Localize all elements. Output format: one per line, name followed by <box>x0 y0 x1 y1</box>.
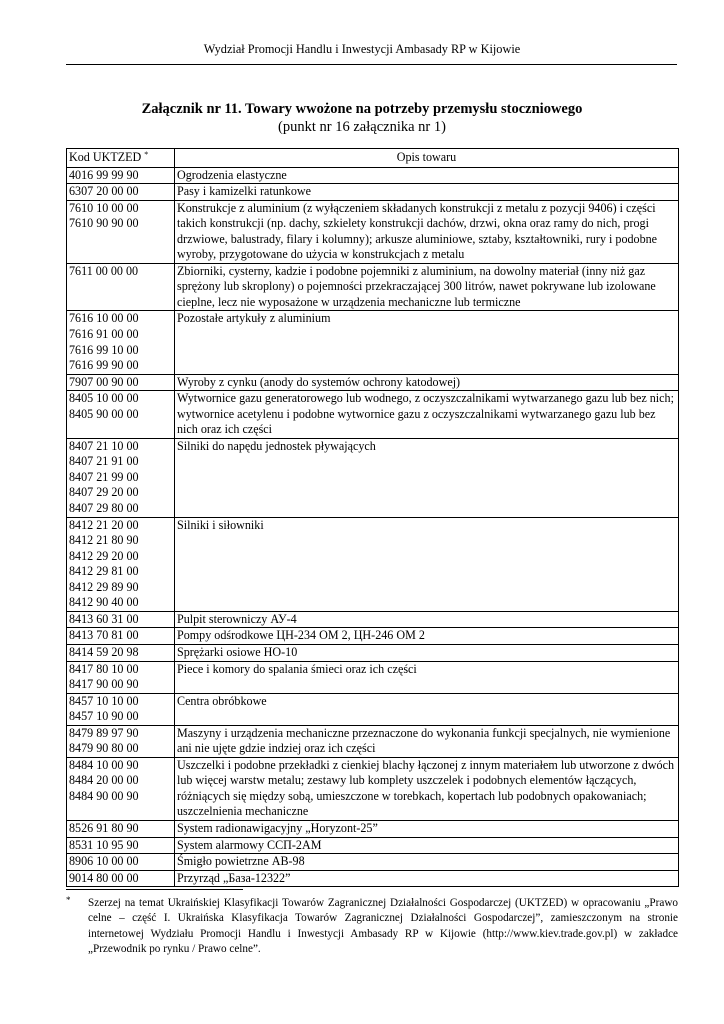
page-header: Wydział Promocji Handlu i Inwestycji Ambasady RP w Kijowie <box>203 42 521 56</box>
table-row <box>67 438 679 517</box>
table-row <box>67 263 679 311</box>
description-cell: System radionawigacyjny „Horyzont-25” <box>175 820 679 837</box>
description-cell: Uszczelki i podobne przekładki z cienkiej blachy łączonej z innym materiałem lub utworzone z dwóch lub więcej warstw metalu; zestawy lub komplety uszczelek i podobnych elementów łączących, różniących się między sobą, umieszczone w torebkach, kopertach lub podobnych opakowaniach; uszczelnienia mechaniczne <box>175 757 679 820</box>
uktzed-code: 8417 80 10 00 <box>69 661 139 676</box>
code-cell <box>67 837 175 854</box>
description-cell: Konstrukcje z aluminium (z wyłączeniem składanych konstrukcji z metalu z pozycji 9406) i części takich konstrukcji (np. dachy, szkielety konstrukcji dachów, drzwi, okna oraz ramy do nich, progi drzwiowe, balustrady, filary i kolumny); arkusze aluminiowe, sztaby, kształtowniki, rury i podobne wyroby, przygotowane do użycia w konstrukcjach z metalu <box>175 200 679 263</box>
footnote-mark: * <box>66 895 71 905</box>
document-title: Załącznik nr 11. Towary wwożone na potrzeby przemysłu stoczniowego <box>141 101 583 117</box>
uktzed-code: 8484 20 00 00 <box>69 773 139 788</box>
code-cell <box>67 311 175 374</box>
header-divider <box>66 64 677 65</box>
uktzed-code: 8412 29 81 00 <box>69 564 139 579</box>
footnote <box>66 896 678 958</box>
code-cell <box>67 725 175 757</box>
code-cell <box>67 167 175 184</box>
table-row <box>67 820 679 837</box>
table-row <box>67 517 679 611</box>
uktzed-code: 8405 90 00 00 <box>69 406 139 421</box>
uktzed-code: 8457 10 10 00 <box>69 693 139 708</box>
table-row <box>67 167 679 184</box>
uktzed-code: 6307 20 00 00 <box>69 184 139 199</box>
description-cell: Pompy odśrodkowe ЦН-234 ОМ 2, ЦН-246 ОМ 2 <box>175 628 679 645</box>
description-cell: Piece i komory do spalania śmieci oraz ich części <box>175 661 679 693</box>
uktzed-code: 8407 21 99 00 <box>69 469 139 484</box>
description-cell: Silniki do napędu jednostek pływających <box>175 438 679 517</box>
description-cell: Śmigło powietrzne АВ-98 <box>175 854 679 871</box>
uktzed-code: 7616 99 10 00 <box>69 342 139 357</box>
uktzed-code: 8407 21 91 00 <box>69 454 139 469</box>
uktzed-code: 8405 10 00 00 <box>69 391 139 406</box>
code-cell <box>67 693 175 725</box>
uktzed-code: 8417 90 00 90 <box>69 677 139 692</box>
table-row <box>67 628 679 645</box>
table-row <box>67 311 679 374</box>
table-row <box>67 837 679 854</box>
goods-table-body <box>67 167 679 887</box>
footnote-marker: * <box>144 150 149 159</box>
uktzed-code: 4016 99 99 90 <box>69 167 139 182</box>
code-cell <box>67 184 175 201</box>
footnote-text: Szerzej na temat Ukraińskiej Klasyfikacji Towarów Zagranicznej Działalności Gospodarczej (UKTZED) w opracowaniu „Prawo celne – część I. Ukraińska Klasyfikacja Towarów Zagranicznej Działalności Gospodarczej”, zamieszczonym na stronie internetowej Wydziału Promocji Handlu i Inwestycji Ambasady RP w Kijowie (http://www.kiev.trade.gov.pl) w zakładce „Przewodnik po rynku / Prawo celne”. <box>88 897 678 956</box>
code-cell <box>67 854 175 871</box>
code-cell <box>67 611 175 628</box>
code-cell <box>67 391 175 439</box>
code-cell <box>67 628 175 645</box>
code-cell <box>67 870 175 887</box>
description-cell: Maszyny i urządzenia mechaniczne przeznaczone do wykonania funkcji specjalnych, nie wymienione ani nie ujęte gdzie indziej oraz ich części <box>175 725 679 757</box>
header-code <box>67 149 175 168</box>
uktzed-code: 8413 60 31 00 <box>69 611 139 626</box>
table-row <box>67 725 679 757</box>
table-row <box>67 644 679 661</box>
uktzed-code: 8407 29 20 00 <box>69 485 139 500</box>
uktzed-code: 7611 00 00 00 <box>69 263 139 278</box>
description-cell: Zbiorniki, cysterny, kadzie i podobne pojemniki z aluminium, na dowolny materiał (inny niż gaz sprężony lub skroplony) o pojemności przekraczającej 300 litrów, nawet pokrywane lub izolowane cieplne, lecz nie wyposażone w urządzenia mechaniczne lub termiczne <box>175 263 679 311</box>
header-description: Opis towaru <box>175 149 679 168</box>
uktzed-code: 7610 90 90 00 <box>69 216 139 231</box>
table-row <box>67 611 679 628</box>
description-cell: Sprężarki osiowe НО-10 <box>175 644 679 661</box>
table-row <box>67 200 679 263</box>
description-cell: Wytwornice gazu generatorowego lub wodnego, z oczyszczalnikami wytwarzanego gazu lub bez nich; wytwornice acetylenu i podobne wytwornice gazu z oczyszczalnikami wytwarzanego gazu lub bez nich oraz ich części <box>175 391 679 439</box>
table-row <box>67 870 679 887</box>
code-cell <box>67 374 175 391</box>
uktzed-code: 8412 90 40 00 <box>69 595 139 610</box>
uktzed-code: 8479 90 80 00 <box>69 741 139 756</box>
uktzed-code: 9014 80 00 00 <box>69 870 139 885</box>
uktzed-code: 8479 89 97 90 <box>69 725 139 740</box>
table-row <box>67 693 679 725</box>
uktzed-code: 7616 99 90 00 <box>69 358 139 373</box>
table-row <box>67 757 679 820</box>
uktzed-code: 8407 21 10 00 <box>69 438 139 453</box>
description-cell: Przyrząd „База-12322” <box>175 870 679 887</box>
description-cell: Silniki i siłowniki <box>175 517 679 611</box>
description-cell: System alarmowy ССП-2АМ <box>175 837 679 854</box>
uktzed-code: 8906 10 00 00 <box>69 854 139 869</box>
code-cell <box>67 644 175 661</box>
description-cell: Pasy i kamizelki ratunkowe <box>175 184 679 201</box>
header-code-label: Kod UKTZED <box>69 150 142 164</box>
uktzed-code: 7610 10 00 00 <box>69 200 139 215</box>
title-block <box>0 100 724 136</box>
uktzed-code: 8412 21 80 90 <box>69 533 139 548</box>
document-subtitle: (punkt nr 16 załącznika nr 1) <box>278 119 446 135</box>
goods-table <box>66 148 679 887</box>
description-cell: Wyroby z cynku (anody do systemów ochrony katodowej) <box>175 374 679 391</box>
uktzed-code: 8484 10 00 90 <box>69 757 139 772</box>
footnote-divider <box>66 889 243 890</box>
code-cell <box>67 517 175 611</box>
code-cell <box>67 661 175 693</box>
description-cell: Pozostałe artykuły z aluminium <box>175 311 679 374</box>
table-row <box>67 854 679 871</box>
table-row <box>67 661 679 693</box>
uktzed-code: 8407 29 80 00 <box>69 501 139 516</box>
uktzed-code: 8531 10 95 90 <box>69 837 139 852</box>
uktzed-code: 7907 00 90 00 <box>69 374 139 389</box>
code-cell <box>67 438 175 517</box>
uktzed-code: 8412 29 20 00 <box>69 548 139 563</box>
uktzed-code: 8412 21 20 00 <box>69 517 139 532</box>
description-cell: Centra obróbkowe <box>175 693 679 725</box>
table-row <box>67 184 679 201</box>
code-cell <box>67 263 175 311</box>
table-row <box>67 391 679 439</box>
table-header-row <box>67 149 679 168</box>
uktzed-code: 8414 59 20 98 <box>69 644 139 659</box>
code-cell <box>67 200 175 263</box>
description-cell: Pulpit sterowniczy АУ-4 <box>175 611 679 628</box>
uktzed-code: 8412 29 89 90 <box>69 579 139 594</box>
code-cell <box>67 757 175 820</box>
uktzed-code: 7616 10 00 00 <box>69 311 139 326</box>
uktzed-code: 8526 91 80 90 <box>69 820 139 835</box>
uktzed-code: 8457 10 90 00 <box>69 709 139 724</box>
uktzed-code: 8413 70 81 00 <box>69 628 139 643</box>
uktzed-code: 7616 91 00 00 <box>69 327 139 342</box>
description-cell: Ogrodzenia elastyczne <box>175 167 679 184</box>
code-cell <box>67 820 175 837</box>
table-row <box>67 374 679 391</box>
uktzed-code: 8484 90 00 90 <box>69 788 139 803</box>
